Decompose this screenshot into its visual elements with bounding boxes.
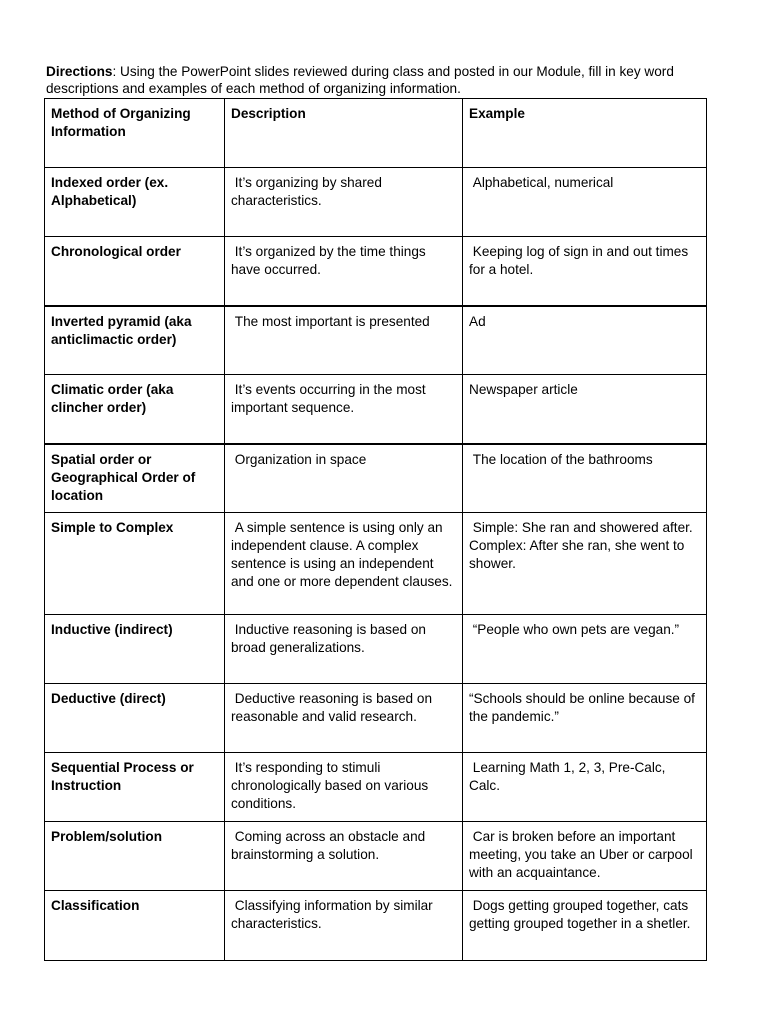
example-cell: “Schools should be online because of the pandemic.”: [463, 684, 707, 753]
method-cell: Spatial order or Geographical Order of location: [45, 444, 225, 513]
description-cell: Deductive reasoning is based on reasonable and valid research.: [225, 684, 463, 753]
method-cell: Simple to Complex: [45, 513, 225, 615]
example-cell: Keeping log of sign in and out times for a hotel.: [463, 237, 707, 306]
example-cell: Ad: [463, 306, 707, 375]
table-row: [45, 753, 707, 822]
table-row: [45, 684, 707, 753]
example-cell: Dogs getting grouped together, cats getting grouped together in a shetler.: [463, 891, 707, 961]
example-cell: Newspaper article: [463, 375, 707, 444]
example-cell: The location of the bathrooms: [463, 444, 707, 513]
organizing-methods-table: [44, 98, 707, 961]
description-cell: Organization in space: [225, 444, 463, 513]
method-cell: Problem/solution: [45, 822, 225, 891]
method-cell: Climatic order (aka clincher order): [45, 375, 225, 444]
directions-label: Directions: [46, 64, 113, 79]
description-cell: Classifying information by similar characteristics.: [225, 891, 463, 961]
example-cell: Alphabetical, numerical: [463, 168, 707, 237]
description-cell: Coming across an obstacle and brainstorming a solution.: [225, 822, 463, 891]
description-cell: A simple sentence is using only an independent clause. A complex sentence is using an independent and one or more dependent clauses.: [225, 513, 463, 615]
description-cell: It’s responding to stimuli chronologically based on various conditions.: [225, 753, 463, 822]
example-cell: “People who own pets are vegan.”: [463, 615, 707, 684]
header-description: Description: [225, 99, 463, 168]
method-cell: Sequential Process or Instruction: [45, 753, 225, 822]
method-cell: Inverted pyramid (aka anticlimactic order): [45, 306, 225, 375]
example-cell: Learning Math 1, 2, 3, Pre-Calc, Calc.: [463, 753, 707, 822]
table-row: [45, 168, 707, 237]
table-header-row: [45, 99, 707, 168]
description-cell: It’s organizing by shared characteristics.: [225, 168, 463, 237]
example-cell: Car is broken before an important meeting, you take an Uber or carpool with an acquaintance.: [463, 822, 707, 891]
table-row: [45, 822, 707, 891]
directions-text: : Using the PowerPoint slides reviewed during class and posted in our Module, fill in key word descriptions and examples of each method of organizing information.: [46, 64, 674, 96]
method-cell: Classification: [45, 891, 225, 961]
description-cell: It’s events occurring in the most important sequence.: [225, 375, 463, 444]
table-row: [45, 444, 707, 513]
table-row: [45, 375, 707, 444]
description-cell: The most important is presented: [225, 306, 463, 375]
description-cell: Inductive reasoning is based on broad generalizations.: [225, 615, 463, 684]
header-example: Example: [463, 99, 707, 168]
method-cell: Deductive (direct): [45, 684, 225, 753]
method-cell: Indexed order (ex. Alphabetical): [45, 168, 225, 237]
method-cell: Inductive (indirect): [45, 615, 225, 684]
table-row: [45, 615, 707, 684]
directions-paragraph: [46, 63, 726, 97]
table-row: [45, 513, 707, 615]
table-row: [45, 306, 707, 375]
table-row: [45, 237, 707, 306]
example-cell: Simple: She ran and showered after. Complex: After she ran, she went to shower.: [463, 513, 707, 615]
header-method: Method of Organizing Information: [45, 99, 225, 168]
table-row: [45, 891, 707, 961]
description-cell: It’s organized by the time things have occurred.: [225, 237, 463, 306]
method-cell: Chronological order: [45, 237, 225, 306]
